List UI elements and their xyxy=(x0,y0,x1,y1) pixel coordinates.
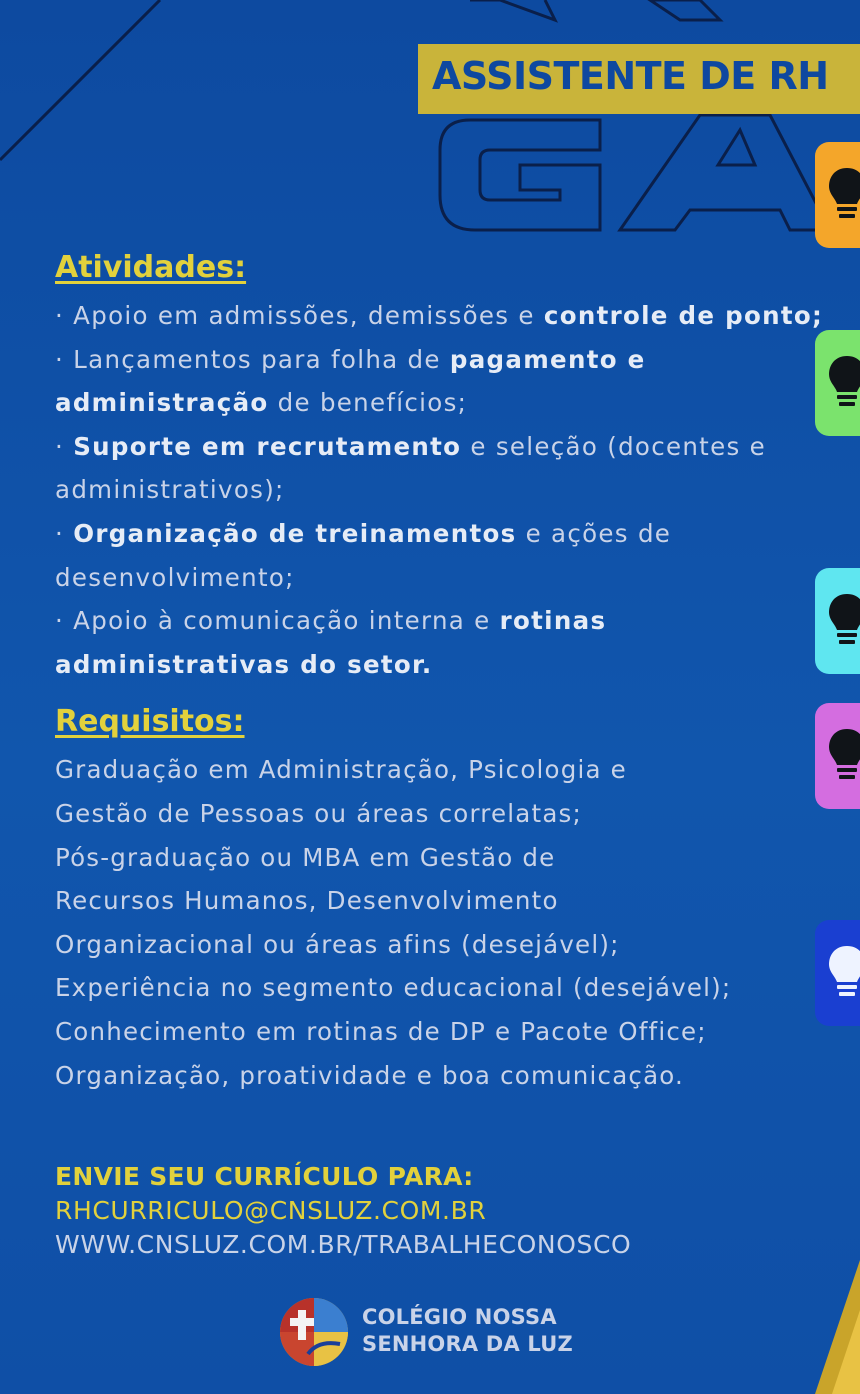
activity-highlight: pagamento e administração xyxy=(55,344,646,418)
activity-text: e seleção (docentes e administrativos); xyxy=(55,431,776,505)
apply-section xyxy=(55,1160,631,1262)
school-logo xyxy=(278,1296,598,1368)
requirements-heading: Requisitos: xyxy=(55,704,245,740)
school-name-line2: SENHORA DA LUZ xyxy=(362,1332,573,1356)
activity-item xyxy=(55,338,835,425)
lightbulb-icon xyxy=(827,166,860,222)
bullet: · xyxy=(55,431,65,461)
activity-text: Apoio à comunicação interna e xyxy=(64,606,500,636)
job-title: ASSISTENTE DE RH xyxy=(432,54,829,98)
activity-text: Apoio em admissões, demissões e xyxy=(64,301,544,330)
activity-highlight: controle de ponto; xyxy=(543,301,824,330)
requirement-line: Organizacional ou áreas afins (desejável); xyxy=(55,929,620,959)
activity-item xyxy=(55,599,835,686)
activity-text: Lançamentos para folha de xyxy=(64,344,450,374)
requirement-line: Experiência no segmento educacional (desejável); xyxy=(55,973,732,1003)
activity-text: de benefícios; xyxy=(268,388,468,418)
activity-highlight: Suporte em recrutamento xyxy=(73,431,462,461)
requirement-line: Gestão de Pessoas ou áreas correlatas; xyxy=(55,798,582,828)
activity-highlight: Organização de treinamentos xyxy=(73,518,517,548)
school-name xyxy=(362,1304,573,1358)
requirement-line: Conhecimento em rotinas de DP e Pacote Office; xyxy=(55,1016,707,1046)
apply-url[interactable]: WWW.CNSLUZ.COM.BR/TRABALHECONOSCO xyxy=(55,1230,632,1259)
requirements-list xyxy=(55,748,835,1097)
main-content xyxy=(55,248,835,1097)
activity-text xyxy=(64,519,73,548)
activity-item xyxy=(55,512,835,599)
requirement-line: Pós-graduação ou MBA em Gestão de xyxy=(55,842,556,872)
bullet: · xyxy=(55,606,65,636)
activity-item xyxy=(55,294,835,338)
side-tab xyxy=(815,142,860,248)
requirement-line: Organização, proatividade e boa comunicação. xyxy=(55,1060,685,1090)
school-crest-icon xyxy=(278,1296,350,1368)
title-banner xyxy=(418,44,860,114)
bullet: · xyxy=(55,344,65,374)
bullet: · xyxy=(55,518,65,548)
apply-title: ENVIE SEU CURRÍCULO PARA: xyxy=(55,1162,474,1191)
activity-item xyxy=(55,425,835,512)
requirement-line: Recursos Humanos, Desenvolvimento xyxy=(55,886,559,916)
activity-text: e ações de desenvolvimento; xyxy=(55,518,681,592)
school-name-line1: COLÉGIO NOSSA xyxy=(362,1305,557,1329)
activities-list xyxy=(55,294,835,686)
apply-email[interactable]: RHCURRICULO@CNSLUZ.COM.BR xyxy=(55,1196,487,1225)
activity-highlight: rotinas administrativas do setor. xyxy=(55,606,607,679)
requirement-line: Graduação em Administração, Psicologia e xyxy=(55,755,627,785)
bullet: · xyxy=(55,301,65,330)
activities-heading: Atividades: xyxy=(55,250,247,285)
activity-text xyxy=(64,432,73,461)
